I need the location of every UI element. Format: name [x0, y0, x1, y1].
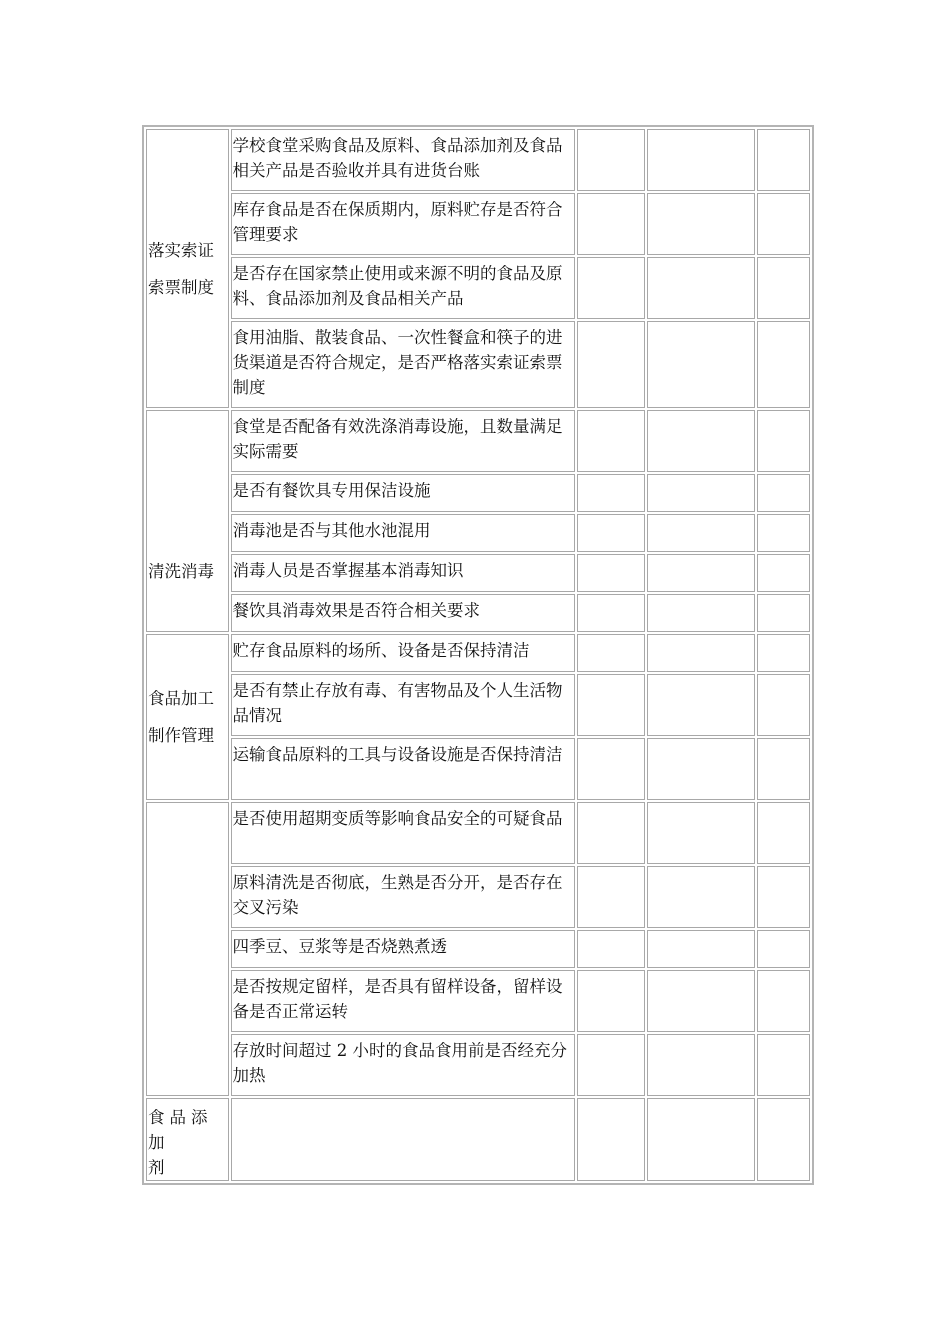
- score-cell[interactable]: [757, 554, 810, 592]
- result-cell[interactable]: [577, 802, 645, 864]
- result-cell[interactable]: [577, 257, 645, 319]
- result-cell[interactable]: [577, 474, 645, 512]
- check-item-text: 运输食品原料的工具与设备设施是否保持清洁: [231, 738, 575, 800]
- result-cell[interactable]: [577, 738, 645, 800]
- table-row: [146, 474, 810, 512]
- remark-cell[interactable]: [647, 257, 755, 319]
- score-cell[interactable]: [757, 866, 810, 928]
- check-item-text: 是否有餐饮具专用保洁设施: [231, 474, 575, 512]
- check-item-text: 餐饮具消毒效果是否符合相关要求: [231, 594, 575, 632]
- category-label-line: 落实索证: [148, 240, 214, 260]
- category-label-line: 索票制度: [148, 277, 214, 297]
- check-item-text: 是否按规定留样，是否具有留样设备，留样设备是否正常运转: [231, 970, 575, 1032]
- remark-cell[interactable]: [647, 321, 755, 408]
- table-row: [146, 410, 810, 472]
- table-row: [146, 634, 810, 672]
- table-row: [146, 930, 810, 968]
- category-label-line: 制作管理: [148, 726, 214, 745]
- result-cell[interactable]: [577, 1034, 645, 1096]
- remark-cell[interactable]: [647, 474, 755, 512]
- result-cell[interactable]: [577, 321, 645, 408]
- score-cell[interactable]: [757, 410, 810, 472]
- check-item-text: 是否有禁止存放有毒、有害物品及个人生活物品情况: [231, 674, 575, 736]
- category-cell: [146, 410, 229, 632]
- result-cell[interactable]: [577, 674, 645, 736]
- remark-cell[interactable]: [647, 410, 755, 472]
- score-cell[interactable]: [757, 802, 810, 864]
- remark-cell[interactable]: [647, 1034, 755, 1096]
- table-row: [146, 1034, 810, 1096]
- result-cell[interactable]: [577, 970, 645, 1032]
- table-row: [146, 866, 810, 928]
- result-cell[interactable]: [577, 193, 645, 255]
- remark-cell[interactable]: [647, 802, 755, 864]
- check-item-text: 是否存在国家禁止使用或来源不明的食品及原料、食品添加剂及食品相关产品: [231, 257, 575, 319]
- category-cell: [146, 802, 229, 1096]
- result-cell[interactable]: [577, 594, 645, 632]
- remark-cell[interactable]: [647, 193, 755, 255]
- result-cell[interactable]: [577, 930, 645, 968]
- result-cell[interactable]: [577, 129, 645, 191]
- remark-cell[interactable]: [647, 514, 755, 552]
- check-item-text: 是否使用超期变质等影响食品安全的可疑食品: [231, 802, 575, 864]
- table-row: [146, 514, 810, 552]
- table-row: [146, 193, 810, 255]
- remark-cell[interactable]: [647, 129, 755, 191]
- result-cell[interactable]: [577, 514, 645, 552]
- check-item-text: 库存食品是否在保质期内，原料贮存是否符合管理要求: [231, 193, 575, 255]
- score-cell[interactable]: [757, 129, 810, 191]
- table-row: [146, 129, 810, 191]
- check-item-text: 食用油脂、散装食品、一次性餐盒和筷子的进货渠道是否符合规定，是否严格落实索证索票制度: [231, 321, 575, 408]
- category-label-line: 食品添加: [148, 1108, 213, 1152]
- score-cell[interactable]: [757, 1098, 810, 1181]
- remark-cell[interactable]: [647, 738, 755, 800]
- inspection-checklist-table: [144, 127, 812, 1183]
- score-cell[interactable]: [757, 193, 810, 255]
- table-row: [146, 554, 810, 592]
- result-cell[interactable]: [577, 634, 645, 672]
- score-cell[interactable]: [757, 594, 810, 632]
- check-item-text: 消毒人员是否掌握基本消毒知识: [231, 554, 575, 592]
- remark-cell[interactable]: [647, 1098, 755, 1181]
- result-cell[interactable]: [577, 554, 645, 592]
- category-label-line: 剂: [148, 1158, 170, 1177]
- score-cell[interactable]: [757, 1034, 810, 1096]
- table-row: [146, 321, 810, 408]
- category-cell: [146, 1098, 229, 1181]
- score-cell[interactable]: [757, 970, 810, 1032]
- result-cell[interactable]: [577, 866, 645, 928]
- check-item-text: 消毒池是否与其他水池混用: [231, 514, 575, 552]
- remark-cell[interactable]: [647, 554, 755, 592]
- table-row: [146, 802, 810, 864]
- table-row: [146, 1098, 810, 1181]
- check-item-text: 四季豆、豆浆等是否烧熟煮透: [231, 930, 575, 968]
- remark-cell[interactable]: [647, 930, 755, 968]
- category-label-line: 清洗消毒: [148, 561, 214, 581]
- score-cell[interactable]: [757, 474, 810, 512]
- check-item-text: 原料清洗是否彻底，生熟是否分开，是否存在交叉污染: [231, 866, 575, 928]
- category-cell: [146, 129, 229, 408]
- category-cell: [146, 634, 229, 800]
- table-row: [146, 970, 810, 1032]
- result-cell[interactable]: [577, 1098, 645, 1181]
- inspection-checklist-sheet: [142, 125, 814, 1185]
- score-cell[interactable]: [757, 634, 810, 672]
- score-cell[interactable]: [757, 257, 810, 319]
- score-cell[interactable]: [757, 930, 810, 968]
- check-item-text: 学校食堂采购食品及原料、食品添加剂及食品相关产品是否验收并具有进货台账: [231, 129, 575, 191]
- score-cell[interactable]: [757, 674, 810, 736]
- check-item-text: 食堂是否配备有效洗涤消毒设施，且数量满足实际需要: [231, 410, 575, 472]
- table-row: [146, 594, 810, 632]
- table-row: [146, 257, 810, 319]
- category-label-line: 食品加工: [148, 689, 214, 708]
- check-item-text: 存放时间超过 2 小时的食品食用前是否经充分加热: [231, 1034, 575, 1096]
- check-item-text: 贮存食品原料的场所、设备是否保持清洁: [231, 634, 575, 672]
- score-cell[interactable]: [757, 321, 810, 408]
- table-row: [146, 674, 810, 736]
- check-item-text: [231, 1098, 575, 1181]
- remark-cell[interactable]: [647, 866, 755, 928]
- result-cell[interactable]: [577, 410, 645, 472]
- remark-cell[interactable]: [647, 594, 755, 632]
- score-cell[interactable]: [757, 514, 810, 552]
- remark-cell[interactable]: [647, 634, 755, 672]
- table-row: [146, 738, 810, 800]
- score-cell[interactable]: [757, 738, 810, 800]
- checklist-body: [146, 129, 810, 1181]
- remark-cell[interactable]: [647, 674, 755, 736]
- remark-cell[interactable]: [647, 970, 755, 1032]
